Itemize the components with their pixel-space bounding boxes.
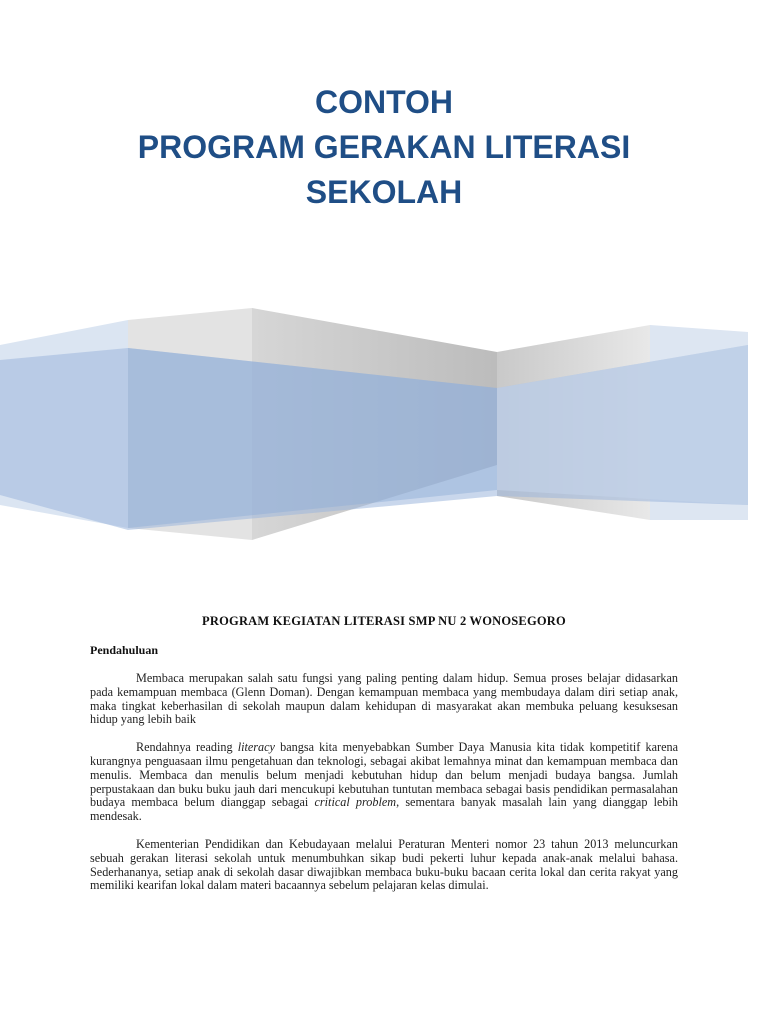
p2-italic-critical-problem: critical problem	[314, 795, 397, 810]
cover-title-line-1: CONTOH	[314, 84, 454, 120]
cover-title-line-3: SEKOLAH	[305, 174, 463, 210]
cover-title-line-2: PROGRAM GERAKAN LITERASI	[137, 129, 631, 165]
p2-part-2: bangsa kita menyebabkan Sumber Daya Manusia kita tidak kompetitif karena kurangnya penguasaan ilmu pengetahuan dan teknologi, sebagai akibat lemahnya minat dan kemampuan membaca dan menulis. Membaca dan menulis belum menjadi kebutuhan hidup dan belum menjadi budaya bangsa. Jumlah perpustakaan dan buku buku jauh dari mencukupi kebutuhan tuntutan membaca sebagai basis pendidikan permasalahan budaya membaca belum dianggap sebagai	[90, 740, 679, 810]
p2-part-3: , sementara banyak masalah lain yang dianggap lebih mendesak.	[90, 795, 678, 824]
paragraph-1: Membaca merupakan salah satu fungsi yang paling penting dalam hidup. Semua proses belajar didasarkan pada kemampuan membaca (Glenn Doman). Dengan kemampuan membaca yang membudaya dalam diri setiap anak, maka tingkat keberhasilan di sekolah maupun dalam kehidupan di masyarakat akan membuka peluang kesuksesan hidup yang lebih baik	[90, 671, 678, 727]
cover-graphic	[0, 300, 768, 550]
p2-part-1: Rendahnya reading	[136, 740, 238, 755]
paragraph-2	[90, 741, 678, 824]
section-title: Pendahuluan	[90, 643, 159, 657]
cover-title	[0, 80, 768, 215]
body-text	[90, 672, 678, 907]
p2-italic-literacy: literacy	[237, 740, 275, 755]
document-heading: PROGRAM KEGIATAN LITERASI SMP NU 2 WONOSEGORO	[202, 614, 566, 628]
paragraph-3: Kementerian Pendidikan dan Kebudayaan melalui Peraturan Menteri nomor 23 tahun 2013 meluncurkan sebuah gerakan literasi sekolah untuk menumbuhkan sikap budi pekerti luhur kepada anak-anak melalui bahasa. Sederhananya, setiap anak di sekolah dasar diwajibkan membaca buku-buku bacaan cerita lokal dan cerita rakyat yang memiliki kearifan lokal dalam materi bacaannya sebelum pelajaran kelas dimulai.	[90, 836, 678, 893]
